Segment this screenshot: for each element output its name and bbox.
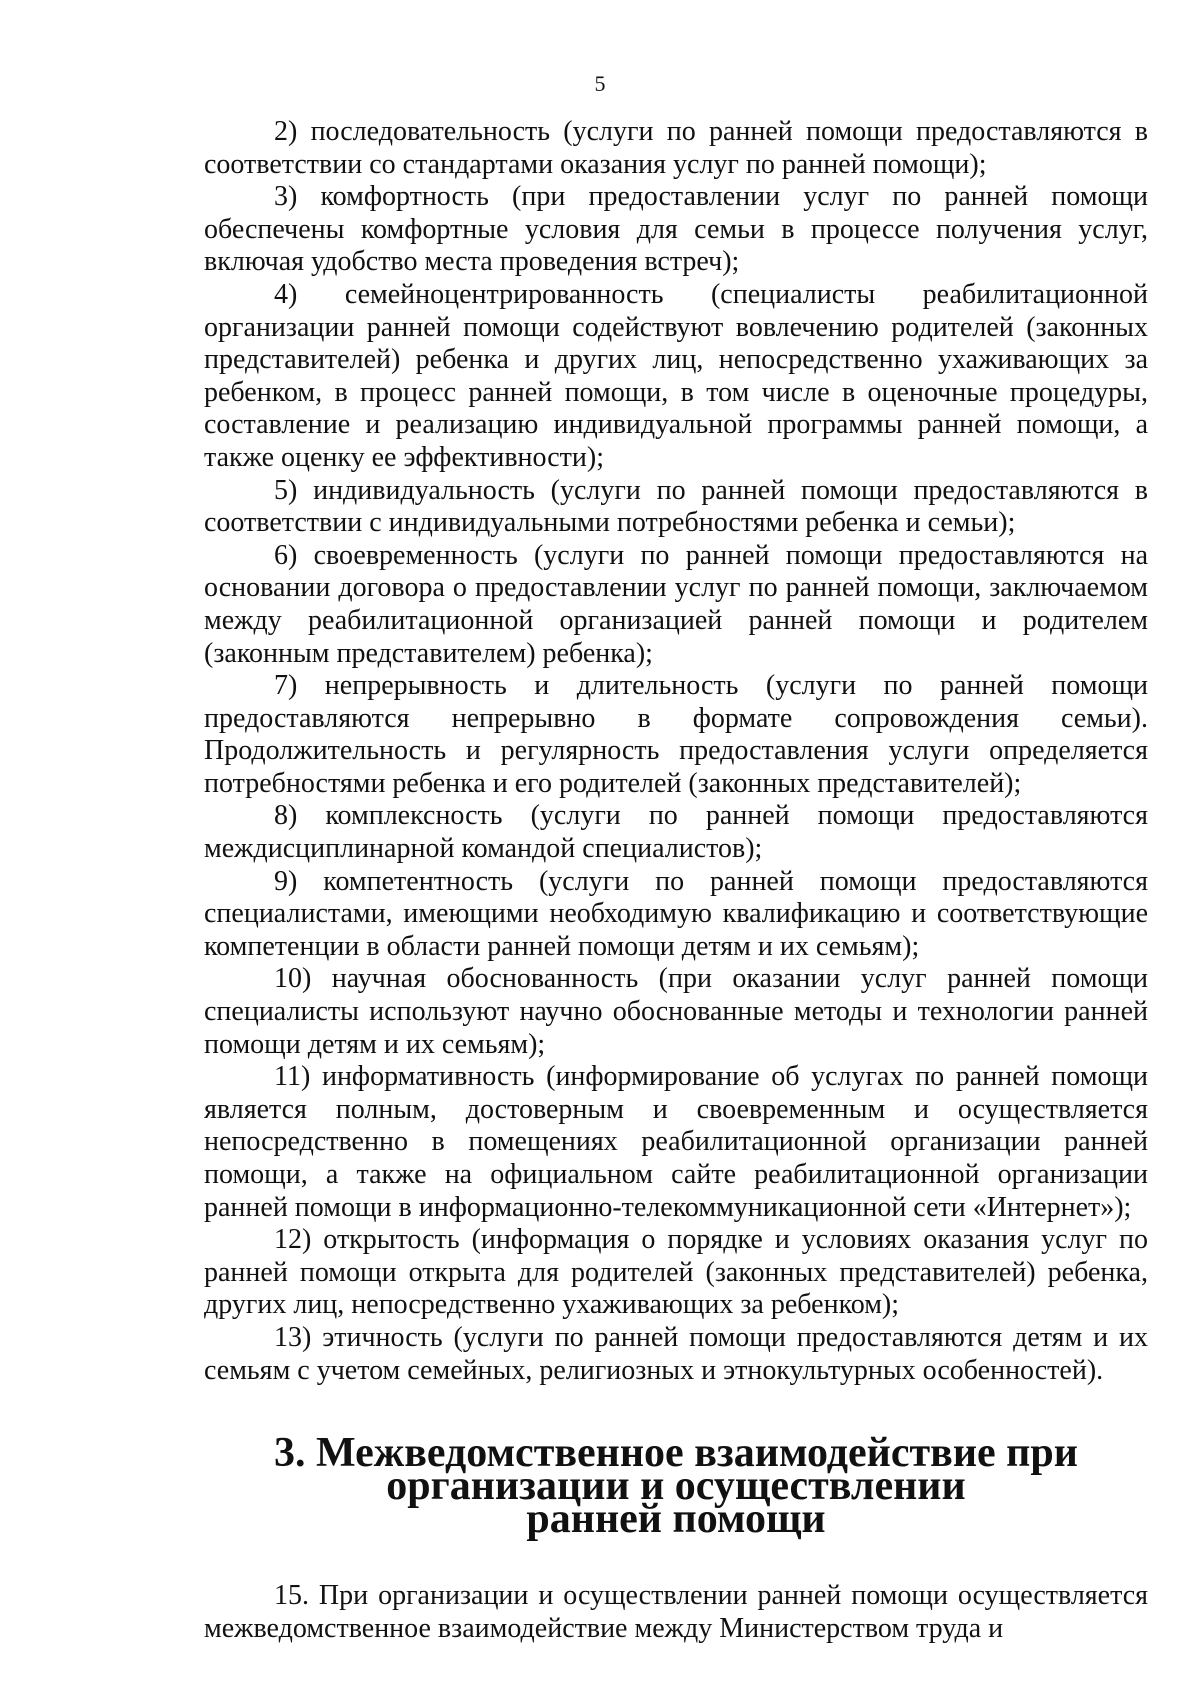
principle-item-10: 10) научная обоснованность (при оказании услуг ранней помощи специалисты используют научно обоснованные методы и технологии ранней помощи детям и их семьям); [204, 963, 1148, 1060]
principle-item-13: 13) этичность (услуги по ранней помощи предоставляются детям и их семьям с учетом семейных, религиозных и этнокультурных особенностей). [204, 1321, 1148, 1386]
document-body [204, 116, 1148, 1645]
principle-item-11: 11) информативность (информирование об услугах по ранней помощи является полным, достоверным и своевременным и осуществляется непосредственно в помещениях реабилитационной организации ранней помощи, а также на официальном сайте реабилитационной организации ранней помощи в информационно-телекоммуникационной сети «Интернет»); [204, 1061, 1148, 1223]
principle-item-8: 8) комплексность (услуги по ранней помощи предоставляются междисциплинарной командой специалистов); [204, 800, 1148, 865]
principle-item-6: 6) своевременность (услуги по ранней помощи предоставляются на основании договора о предоставлении услуг по ранней помощи, заключаемом между реабилитационной организацией ранней помощи и родителем (законным представителем) ребенка); [204, 539, 1148, 669]
page-number: 5 [594, 71, 606, 96]
paragraph-15: 15. При организации и осуществлении ранней помощи осуществляется межведомственное взаимодействие между Министерством труда и [204, 1580, 1148, 1644]
principle-item-5: 5) индивидуальность (услуги по ранней помощи предоставляются в соответствии с индивидуальными потребностями ребенка и семьи); [204, 474, 1148, 539]
principle-item-2: 2) последовательность (услуги по ранней помощи предоставляются в соответствии со стандартами оказания услуг по ранней помощи); [204, 116, 1148, 180]
section-heading-line-1: 3. Межведомственное взаимодействие при организации и осуществлении [274, 1430, 1078, 1510]
section-heading [204, 1430, 1148, 1543]
section-heading-line-2: ранней помощи [526, 1496, 826, 1543]
principle-item-12: 12) открытость (информация о порядке и условиях оказания услуг по ранней помощи открыта для родителей (законных представителей) ребенка, других лиц, непосредственно ухаживающих за ребенком); [204, 1224, 1148, 1321]
principle-item-7: 7) непрерывность и длительность (услуги по ранней помощи предоставляются непрерывно в формате сопровождения семьи). Продолжительность и регулярность предоставления услуги определяется потребностями ребенка и его родителей (законных представителей); [204, 670, 1148, 799]
principle-item-3: 3) комфортность (при предоставлении услуг по ранней помощи обеспечены комфортные условия для семьи в процессе получения услуг, включая удобство места проведения встреч); [204, 181, 1148, 278]
principle-item-9: 9) компетентность (услуги по ранней помощи предоставляются специалистами, имеющими необходимую квалификацию и соответствующие компетенции в области ранней помощи детям и их семьям); [204, 865, 1148, 962]
principle-item-4: 4) семейноцентрированность (специалисты реабилитационной организации ранней помощи содействуют вовлечению родителей (законных представителей) ребенка и других лиц, непосредственно ухаживающих за ребенком, в процесс ранней помощи, в том числе в оценочные процедуры, составление и реализацию индивидуальной программы ранней помощи, а также оценку ее эффективности); [204, 278, 1148, 473]
